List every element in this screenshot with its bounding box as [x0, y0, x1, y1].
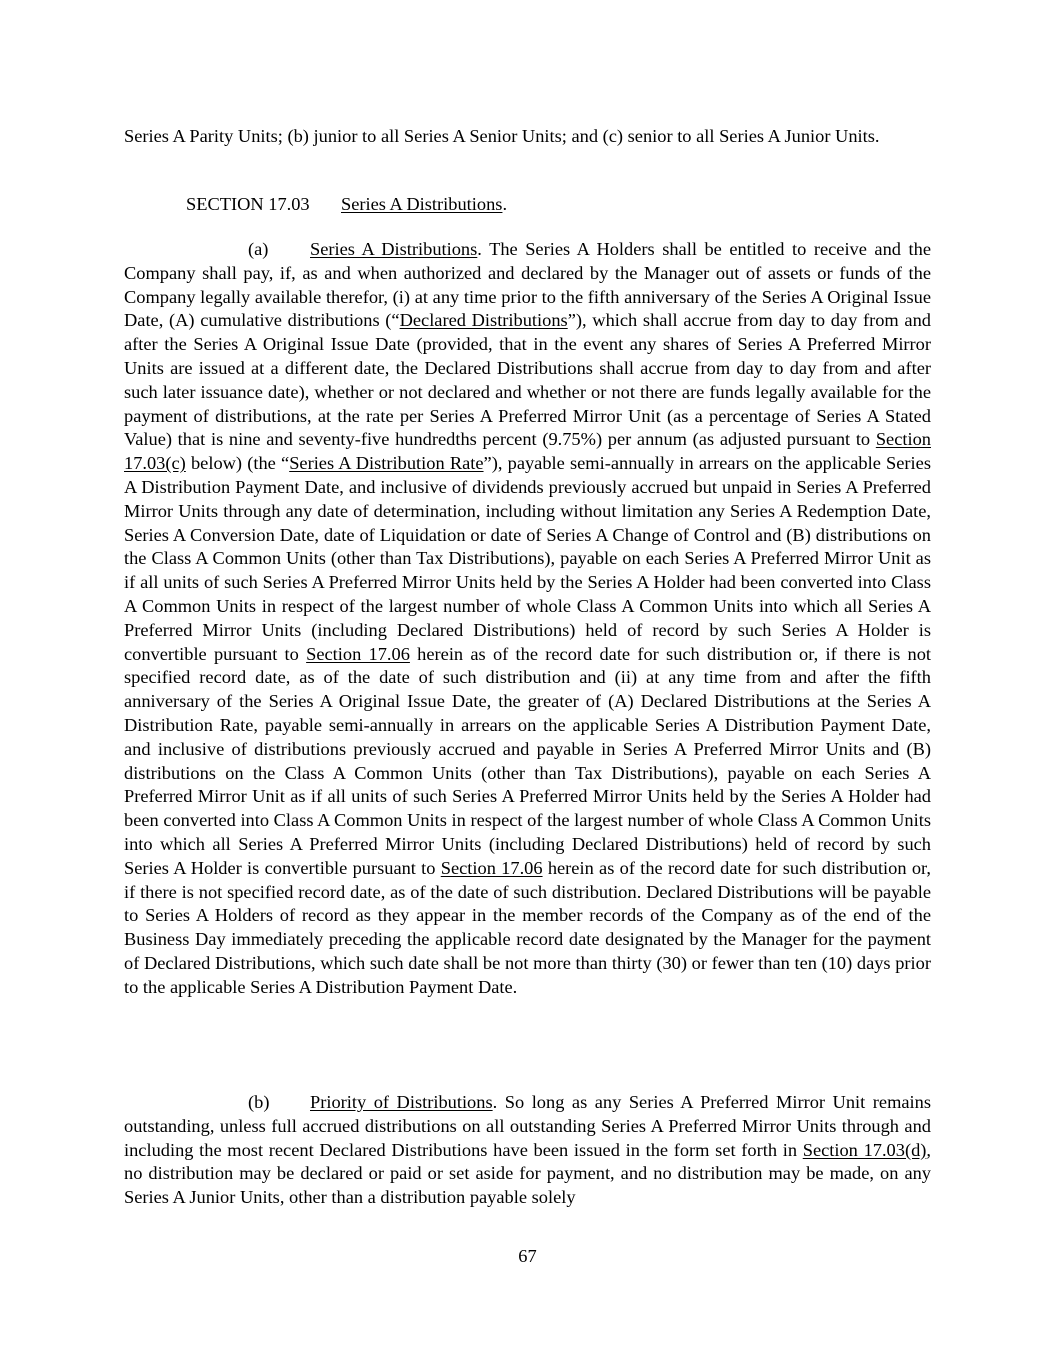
- continuation-paragraph: Series A Parity Units; (b) junior to all Series A Senior Units; and (c) senior to all Series A Junior Units.: [124, 126, 880, 146]
- paragraph-a-text-6: herein as of the record date for such distribution or, if there is not specified record date, as of the date of such distribution. Declared Distributions will be payable to Series A Holders of record as they appear in the member records of the Company as of the end of the Business Day immediately preceding the applicable record date designated by the Manager for the payment of Declared Distributions, which such date shall be not more than thirty (30) or fewer than ten (10) days prior to the applicable Series A Distribution Payment Date.: [124, 857, 931, 997]
- defined-term-declared-distributions: Declared Distributions: [399, 310, 568, 331]
- paragraph-a-marker: (a): [248, 239, 269, 259]
- section-title: Series A Distributions: [341, 194, 503, 214]
- cross-reference-section-17-06: Section 17.06: [306, 643, 410, 664]
- section-heading: [186, 193, 507, 217]
- paragraph-b-heading: Priority of Distributions: [310, 1092, 493, 1112]
- paragraph-b: [124, 1091, 931, 1210]
- section-number: SECTION 17.03: [186, 194, 310, 214]
- page-number: 67: [518, 1246, 537, 1266]
- paragraph-b-lead: [124, 1091, 310, 1115]
- paragraph-a-text-3: below) (the “: [185, 453, 290, 474]
- section-title-suffix: .: [502, 194, 508, 214]
- defined-term-distribution-rate: Series A Distribution Rate: [289, 453, 484, 474]
- paragraph-b-text-1: . So long as any Series A Preferred Mirror Unit remains outstanding, unless full accrued distributions on all outstanding Series A Preferred Mirror Units through and including the most recent Declared Distributions have been issued in the form set forth in: [124, 1092, 931, 1160]
- paragraph-b-marker: (b): [248, 1092, 270, 1112]
- paragraph-a-text-1: . The Series A Holders shall be entitled to receive and the Company shall pay, if, as and when authorized and declared by the Manager out of assets or funds of the Company legally available therefor, (i) at any time prior to the fifth anniversary of the Series A Original Issue Date, (A) cumulative distributions (“: [124, 239, 931, 331]
- cross-reference-section-17-06-second: Section 17.06: [440, 857, 543, 878]
- paragraph-a-text-5: herein as of the record date for such distribution or, if there is not specified record date, as of the date of such distribution and (ii) at any time from and after the fifth anniversary of the Series A Original Issue Date, the greater of (A) Declared Distributions at the Series A Distribution Rate, payable semi-annually in arrears on the applicable Series A Distribution Payment Date, and inclusive of distributions previously accrued and payable in Series A Preferred Mirror Units and (B) distributions on the Class A Common Units (other than Tax Distributions), payable on each Series A Preferred Mirror Unit as if all units of such Series A Preferred Mirror Units held by the Series A Holder had been converted into Class A Common Units in respect of the largest number of whole Class A Common Units into which all Series A Preferred Mirror Units (including Declared Distributions) held of record by such Series A Holder is convertible pursuant to: [124, 643, 931, 878]
- paragraph-a-text-4: ”), payable semi-annually in arrears on the applicable Series A Distribution Payment Date, and inclusive of dividends previously accrued but unpaid in Series A Preferred Mirror Units through any date of determination, including without limitation any Series A Redemption Date, Series A Conversion Date, date of Liquidation or date of Series A Change of Control and (B) distributions on the Class A Common Units (other than Tax Distributions), payable on each Series A Preferred Mirror Unit as if all units of such Series A Preferred Mirror Units held by the Series A Holder had been converted into Class A Common Units in respect of the largest number of whole Class A Common Units into which all Series A Preferred Mirror Units (including Declared Distributions) held of record by such Series A Holder is convertible pursuant to: [124, 453, 931, 664]
- paragraph-b-text-2: , no distribution may be declared or paid or set aside for payment, and no distribution may be made, on any Series A Junior Units, other than a distribution payable solely: [124, 1139, 931, 1208]
- paragraph-a: [124, 238, 931, 1000]
- cross-reference-section-17-03-d: Section 17.03(d): [802, 1139, 927, 1160]
- paragraph-a-lead: [124, 238, 310, 262]
- cross-reference-section-17-03-c: Section 17.03(c): [124, 429, 931, 474]
- paragraph-a-text-2: ”), which shall accrue from day to day from and after the Series A Original Issue Date (provided, that in the event any shares of Series A Preferred Mirror Units are issued at a different date, the Declared Distributions shall accrue from day to day from and after such later issuance date), whether or not declared and whether or not there are funds legally available for the payment of distributions, at the rate per Series A Preferred Mirror Unit (as a percentage of Series A Stated Value) that is nine and seventy-five hundredths percent (9.75%) per annum (as adjusted pursuant to: [124, 310, 931, 450]
- paragraph-a-heading: Series A Distributions: [310, 239, 478, 259]
